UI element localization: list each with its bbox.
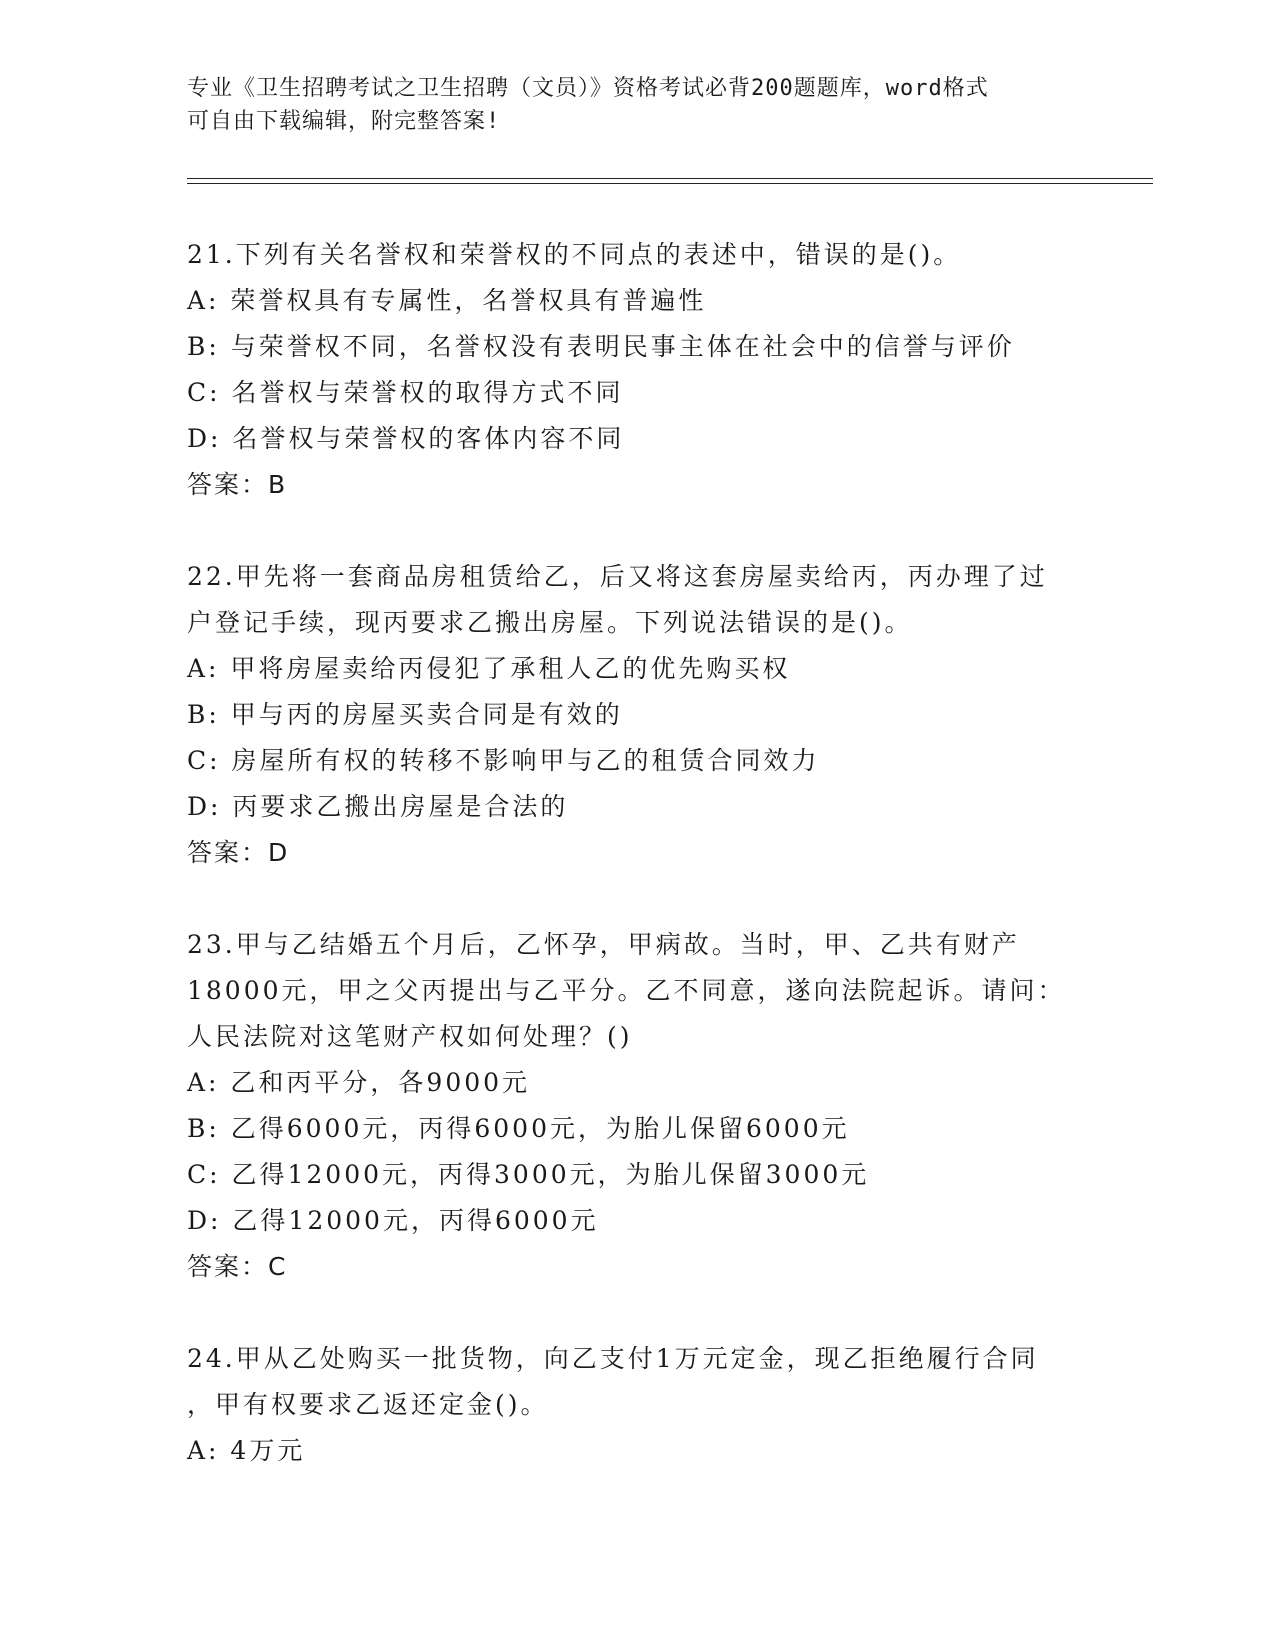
option-c: C: 名誉权与荣誉权的取得方式不同 bbox=[187, 378, 624, 407]
answer-line: 答案：D bbox=[187, 838, 290, 867]
option-d: D: 乙得12000元，丙得6000元 bbox=[187, 1206, 599, 1235]
header-divider-bottom bbox=[187, 183, 1153, 184]
option-a: A: 荣誉权具有专属性，名誉权具有普遍性 bbox=[187, 286, 707, 315]
option-c: C: 乙得12000元，丙得3000元，为胎儿保留3000元 bbox=[187, 1160, 870, 1189]
answer-line: 答案：C bbox=[187, 1252, 288, 1281]
question-stem: 人民法院对这笔财产权如何处理？() bbox=[187, 1022, 633, 1051]
option-b: B: 与荣誉权不同，名誉权没有表明民事主体在社会中的信誉与评价 bbox=[187, 332, 1015, 361]
question-stem: 23.甲与乙结婚五个月后，乙怀孕，甲病故。当时，甲、乙共有财产 bbox=[187, 930, 1020, 959]
option-a: A: 乙和丙平分，各9000元 bbox=[187, 1068, 531, 1097]
option-c: C: 房屋所有权的转移不影响甲与乙的租赁合同效力 bbox=[187, 746, 820, 775]
header-line-1: 专业《卫生招聘考试之卫生招聘（文员）》资格考试必背200题题库，word格式 bbox=[187, 76, 989, 101]
header-divider-top bbox=[187, 178, 1153, 179]
option-d: D: 名誉权与荣誉权的客体内容不同 bbox=[187, 424, 625, 453]
question-23 bbox=[187, 922, 1087, 1290]
option-b: B: 乙得6000元，丙得6000元，为胎儿保留6000元 bbox=[187, 1114, 850, 1143]
document-header bbox=[187, 72, 1067, 138]
header-line-2: 可自由下载编辑，附完整答案! bbox=[187, 109, 501, 134]
question-stem: 18000元，甲之父丙提出与乙平分。乙不同意，遂向法院起诉。请问： bbox=[187, 976, 1066, 1005]
option-a: A: 4万元 bbox=[187, 1436, 306, 1465]
option-a: A: 甲将房屋卖给丙侵犯了承租人乙的优先购买权 bbox=[187, 654, 791, 683]
question-stem: 21.下列有关名誉权和荣誉权的不同点的表述中，错误的是()。 bbox=[187, 240, 962, 269]
question-stem: ，甲有权要求乙返还定金()。 bbox=[187, 1390, 549, 1419]
question-24 bbox=[187, 1336, 1087, 1474]
question-stem: 户登记手续，现丙要求乙搬出房屋。下列说法错误的是()。 bbox=[187, 608, 913, 637]
question-21 bbox=[187, 232, 1087, 508]
question-list bbox=[187, 232, 1087, 1520]
question-stem: 22.甲先将一套商品房租赁给乙，后又将这套房屋卖给丙，丙办理了过 bbox=[187, 562, 1048, 591]
option-b: B: 甲与丙的房屋买卖合同是有效的 bbox=[187, 700, 623, 729]
question-stem: 24.甲从乙处购买一批货物，向乙支付1万元定金，现乙拒绝履行合同 bbox=[187, 1344, 1039, 1373]
option-d: D: 丙要求乙搬出房屋是合法的 bbox=[187, 792, 569, 821]
question-22 bbox=[187, 554, 1087, 876]
answer-line: 答案：B bbox=[187, 470, 288, 499]
